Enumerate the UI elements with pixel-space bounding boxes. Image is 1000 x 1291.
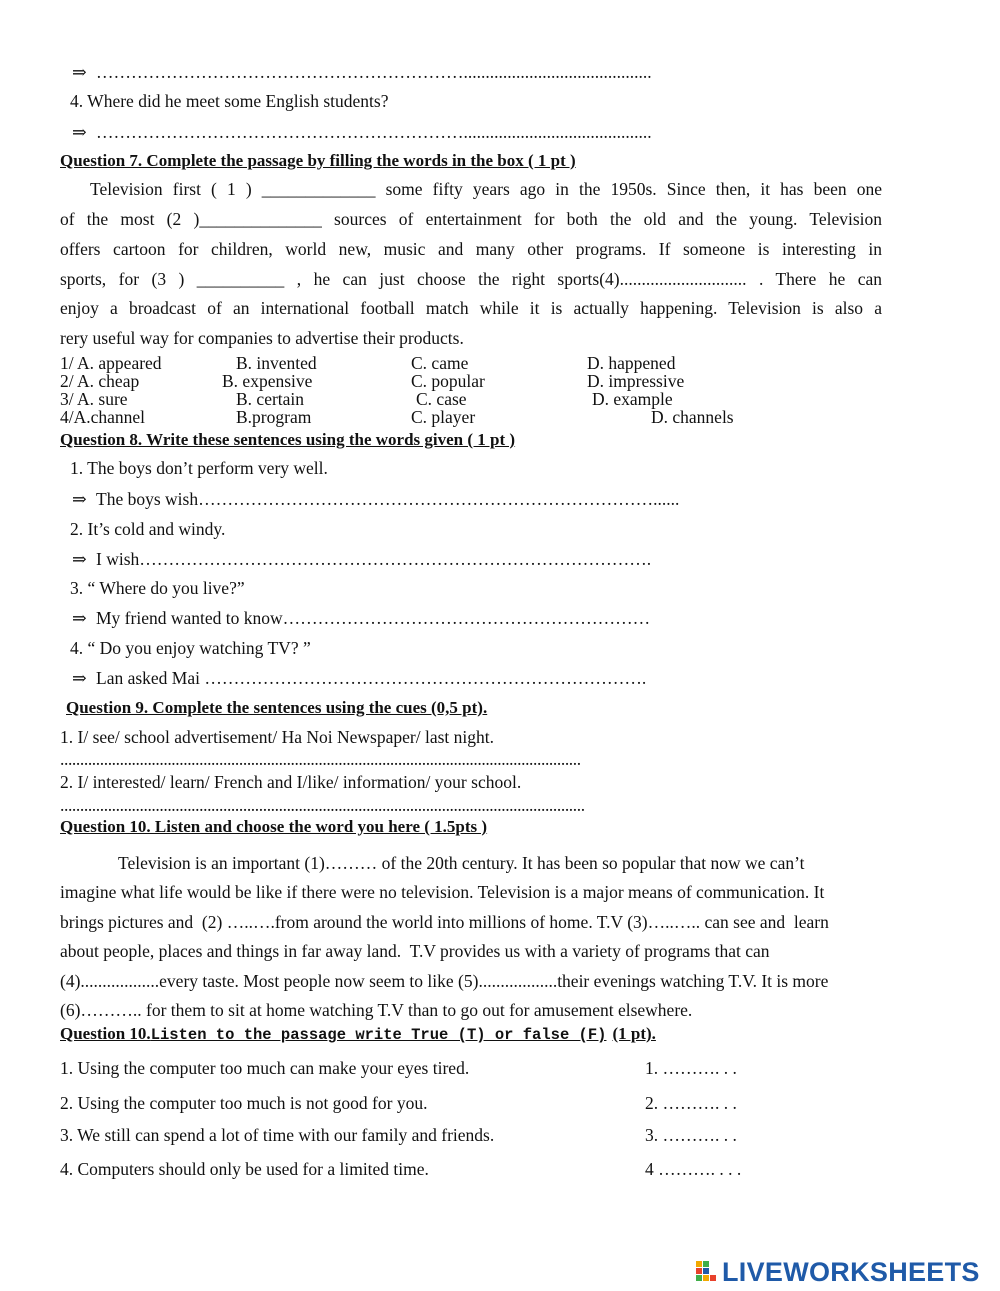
passage-line: of the most (2 )______________ sources of entertainment for both the old and the young. Television xyxy=(60,209,882,229)
passage-line: about people, places and things in far away land. T.V provides us with a variety of programs that can xyxy=(60,941,770,961)
logo-text: LIVEWORKSHEETS xyxy=(722,1256,980,1287)
question-item: 2. I/ interested/ learn/ French and I/like/ information/ your school. xyxy=(60,772,522,792)
option[interactable]: 4/A.channel xyxy=(60,407,146,427)
passage-line: imagine what life would be like if there were no television. Television is a major means of communication. It xyxy=(60,882,825,902)
question-8-heading: Question 8. Write these sentences using the words given ( 1 pt ) xyxy=(60,430,516,449)
question-10-tf-heading: Question 10.Listen to the passage write True (T) or false (F) (1 pt). xyxy=(60,1024,656,1044)
answer-blank[interactable]: 1. ………. . . xyxy=(645,1058,737,1078)
question-item: 3. “ Where do you live?” xyxy=(70,578,245,598)
question-10-heading: Question 10. Listen and choose the word you here ( 1.5pts ) xyxy=(60,817,488,836)
answer-line[interactable]: ⇒ The boys wish……………………………………………………………………...... xyxy=(72,489,680,509)
answer-line[interactable]: ⇒ Lan asked Mai …………………………………………………………………. xyxy=(72,668,647,688)
option[interactable]: C. came xyxy=(411,353,469,373)
answer-line[interactable]: ⇒ My friend wanted to know……………………………………………………… xyxy=(72,608,651,628)
passage-line: enjoy a broadcast of an international football match while it is actually happening. Television is also a xyxy=(60,298,882,318)
passage-line: offers cartoon for children, world new, music and many other programs. If someone is interesting in xyxy=(60,239,882,259)
answer-line[interactable]: ⇒ ………………………………………………………........................................... xyxy=(72,62,652,82)
question-item: 1. I/ see/ school advertisement/ Ha Noi Newspaper/ last night. xyxy=(60,727,494,747)
answer-blank[interactable]: 4 ………. . . . xyxy=(645,1159,742,1179)
option[interactable]: D. happened xyxy=(587,353,676,373)
passage-line: rery useful way for companies to advertise their products. xyxy=(60,328,464,348)
passage-line: Television is an important (1)……… of the 20th century. It has been so popular that now we can’t xyxy=(118,853,805,873)
liveworksheets-logo xyxy=(696,1256,980,1288)
arrow-icon: ⇒ xyxy=(72,608,87,628)
answer-line[interactable]: .................................................................................................................................... xyxy=(60,795,585,815)
answer-blank[interactable]: 2. ………. . . xyxy=(645,1093,737,1113)
arrow-icon: ⇒ xyxy=(72,668,87,688)
option[interactable]: 2/ A. cheap xyxy=(60,371,140,391)
option[interactable]: D. channels xyxy=(651,407,734,427)
passage-line: sports, for (3 ) __________ , he can just choose the right sports(4)............................. . There he can xyxy=(60,269,882,289)
statement: 1. Using the computer too much can make your eyes tired. xyxy=(60,1058,470,1078)
passage-line: Television first ( 1 ) _____________ some fifty years ago in the 1950s. Since then, it has been one xyxy=(90,179,882,199)
arrow-icon: ⇒ xyxy=(72,549,87,569)
option[interactable]: C. case xyxy=(416,389,467,409)
statement: 2. Using the computer too much is not good for you. xyxy=(60,1093,428,1113)
option[interactable]: C. player xyxy=(411,407,476,427)
passage-line: brings pictures and (2) …..….from around the world into millions of home. T.V (3)…..….. can see and learn xyxy=(60,912,829,932)
statement: 3. We still can spend a lot of time with our family and friends. xyxy=(60,1125,495,1145)
question-item: 4. “ Do you enjoy watching TV? ” xyxy=(70,638,311,658)
passage-line: (6)……….. for them to sit at home watching T.V than to go out for amusement elsewhere. xyxy=(60,1000,693,1020)
statement: 4. Computers should only be used for a limited time. xyxy=(60,1159,429,1179)
arrow-icon: ⇒ xyxy=(72,122,87,142)
answer-blank[interactable]: 3. ………. . . xyxy=(645,1125,737,1145)
option[interactable]: B. expensive xyxy=(222,371,313,391)
logo-blocks-icon xyxy=(696,1259,718,1285)
option[interactable]: B. invented xyxy=(236,353,317,373)
option[interactable]: D. impressive xyxy=(587,371,685,391)
option[interactable]: 1/ A. appeared xyxy=(60,353,162,373)
answer-line[interactable]: ⇒ I wish……………………………………………………………………………. xyxy=(72,549,652,569)
option[interactable]: B. certain xyxy=(236,389,305,409)
question-7-heading: Question 7. Complete the passage by filling the words in the box ( 1 pt ) xyxy=(60,151,576,170)
question-item: 2. It’s cold and windy. xyxy=(70,519,226,539)
answer-line[interactable]: ................................................................................................................................... xyxy=(60,749,581,769)
option[interactable]: D. example xyxy=(592,389,673,409)
arrow-icon: ⇒ xyxy=(72,62,87,82)
option[interactable]: C. popular xyxy=(411,371,485,391)
option[interactable]: 3/ A. sure xyxy=(60,389,128,409)
option[interactable]: B.program xyxy=(236,407,312,427)
question-item: 4. Where did he meet some English students? xyxy=(70,91,389,111)
question-9-heading: Question 9. Complete the sentences using the cues (0,5 pt). xyxy=(66,698,488,717)
answer-line[interactable]: ⇒ ………………………………………………………........................................... xyxy=(72,122,652,142)
arrow-icon: ⇒ xyxy=(72,489,87,509)
question-item: 1. The boys don’t perform very well. xyxy=(70,458,328,478)
passage-line: (4)..................every taste. Most people now seem to like (5)..................their evenings watching T.V. It is more xyxy=(60,971,829,991)
